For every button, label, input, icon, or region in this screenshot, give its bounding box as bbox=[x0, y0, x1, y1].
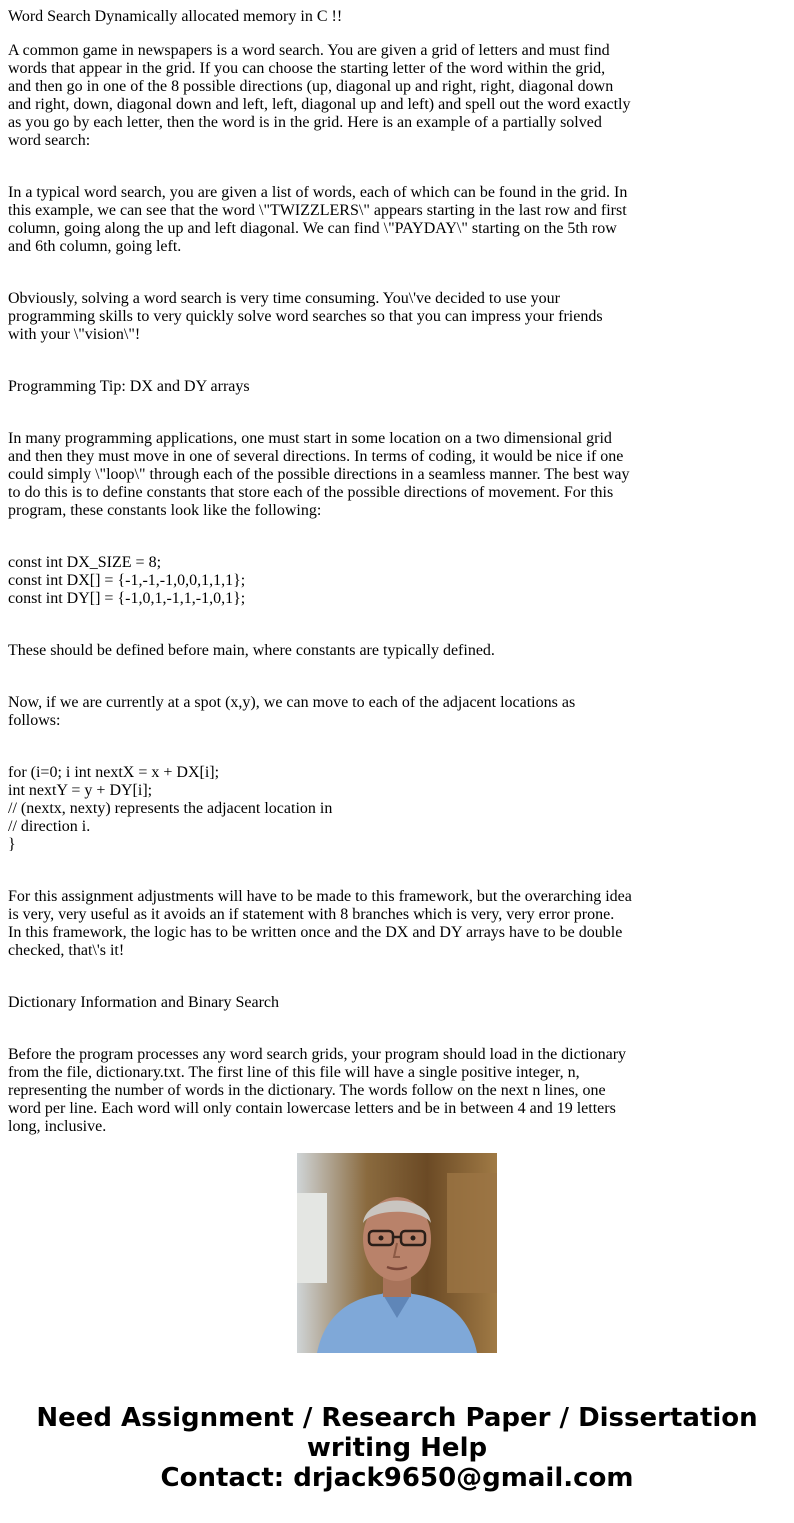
text-line: programming skills to very quickly solve word searches so that you can impress your friends bbox=[8, 308, 603, 325]
text-line: In many programming applications, one must start in some location on a two dimensional grid bbox=[8, 430, 612, 447]
text-line: A common game in newspapers is a word search. You are given a grid of letters and must find bbox=[8, 42, 610, 59]
paragraph-constants-note bbox=[8, 642, 636, 660]
code-constants bbox=[8, 554, 636, 608]
document-body bbox=[8, 0, 636, 1135]
text-line: checked, that\'s it! bbox=[8, 942, 125, 959]
text-line: long, inclusive. bbox=[8, 1118, 107, 1135]
text-line: from the file, dictionary.txt. The first line of this file will have a single positive integer, n, bbox=[8, 1064, 580, 1081]
text-line: words that appear in the grid. If you can choose the starting letter of the word within the grid, bbox=[8, 60, 606, 77]
person-portrait-icon bbox=[297, 1153, 497, 1353]
text-line: to do this is to define constants that store each of the possible directions of movement. For this bbox=[8, 484, 614, 501]
text-line: const int DY[] = {-1,0,1,-1,1,-1,0,1}; bbox=[8, 590, 246, 607]
text-line: and right, down, diagonal down and left, left, diagonal up and left) and spell out the word exactly bbox=[8, 96, 631, 113]
paragraph-motivation bbox=[8, 290, 636, 344]
text-line: and then go in one of the 8 possible directions (up, diagonal up and right, right, diagonal down bbox=[8, 78, 614, 95]
contact-banner bbox=[0, 1403, 794, 1493]
text-line: Before the program processes any word search grids, your program should load in the dictionary bbox=[8, 1046, 627, 1063]
text-line: program, these constants look like the following: bbox=[8, 502, 322, 519]
text-line: as you go by each letter, then the word is in the grid. Here is an example of a partially solved bbox=[8, 114, 602, 131]
text-line: int nextY = y + DY[i]; bbox=[8, 782, 153, 799]
page-title: Word Search Dynamically allocated memory in C !! bbox=[8, 8, 343, 25]
text-line: is very, very useful as it avoids an if statement with 8 branches which is very, very error prone. bbox=[8, 906, 615, 923]
text-line: follows: bbox=[8, 712, 61, 729]
text-line: and 6th column, going left. bbox=[8, 238, 182, 255]
text-line: // (nextx, nexty) represents the adjacent location in bbox=[8, 800, 333, 817]
text-line: with your \"vision\"! bbox=[8, 326, 141, 343]
text-line: column, going along the up and left diagonal. We can find \"PAYDAY\" starting on the 5th row bbox=[8, 220, 617, 237]
text-line: word search: bbox=[8, 132, 91, 149]
text-line: const int DX[] = {-1,-1,-1,0,0,1,1,1}; bbox=[8, 572, 246, 589]
paragraph-framework bbox=[8, 888, 636, 960]
text-line: and then they must move in one of several directions. In terms of coding, it would be nice if one bbox=[8, 448, 624, 465]
text-line: } bbox=[8, 836, 16, 853]
contact-email[interactable]: Contact: drjack9650@gmail.com bbox=[160, 1463, 634, 1493]
section-heading-dictionary: Dictionary Information and Binary Search bbox=[8, 994, 280, 1011]
paragraph-directions bbox=[8, 430, 636, 520]
code-loop bbox=[8, 764, 636, 854]
promo-footer bbox=[0, 1150, 794, 1523]
text-line: this example, we can see that the word \"TWIZZLERS\" appears starting in the last row and first bbox=[8, 202, 627, 219]
cta-line-2: writing Help bbox=[306, 1433, 488, 1463]
paragraph-intro bbox=[8, 42, 636, 150]
section-heading-dx-dy: Programming Tip: DX and DY arrays bbox=[8, 378, 250, 395]
text-line: Now, if we are currently at a spot (x,y), we can move to each of the adjacent locations as bbox=[8, 694, 576, 711]
text-line: // direction i. bbox=[8, 818, 91, 835]
text-line: word per line. Each word will only contain lowercase letters and be in between 4 and 19 letters bbox=[8, 1100, 616, 1117]
text-line: for (i=0; i int nextX = x + DX[i]; bbox=[8, 764, 220, 781]
paragraph-example bbox=[8, 184, 636, 256]
text-line: could simply \"loop\" through each of the possible directions in a seamless manner. The best way bbox=[8, 466, 630, 483]
text-line: Obviously, solving a word search is very time consuming. You\'ve decided to use your bbox=[8, 290, 560, 307]
author-photo bbox=[297, 1153, 497, 1353]
paragraph-adjacent bbox=[8, 694, 636, 730]
text-line: representing the number of words in the dictionary. The words follow on the next n lines, one bbox=[8, 1082, 606, 1099]
paragraph-dictionary bbox=[8, 1046, 636, 1136]
text-line: In this framework, the logic has to be written once and the DX and DY arrays have to be double bbox=[8, 924, 623, 941]
text-line: These should be defined before main, where constants are typically defined. bbox=[8, 642, 495, 659]
cta-line-1: Need Assignment / Research Paper / Dissertation bbox=[36, 1403, 758, 1433]
text-line: In a typical word search, you are given a list of words, each of which can be found in the grid. In bbox=[8, 184, 628, 201]
text-line: const int DX_SIZE = 8; bbox=[8, 554, 162, 571]
text-line: For this assignment adjustments will have to be made to this framework, but the overarching idea bbox=[8, 888, 632, 905]
